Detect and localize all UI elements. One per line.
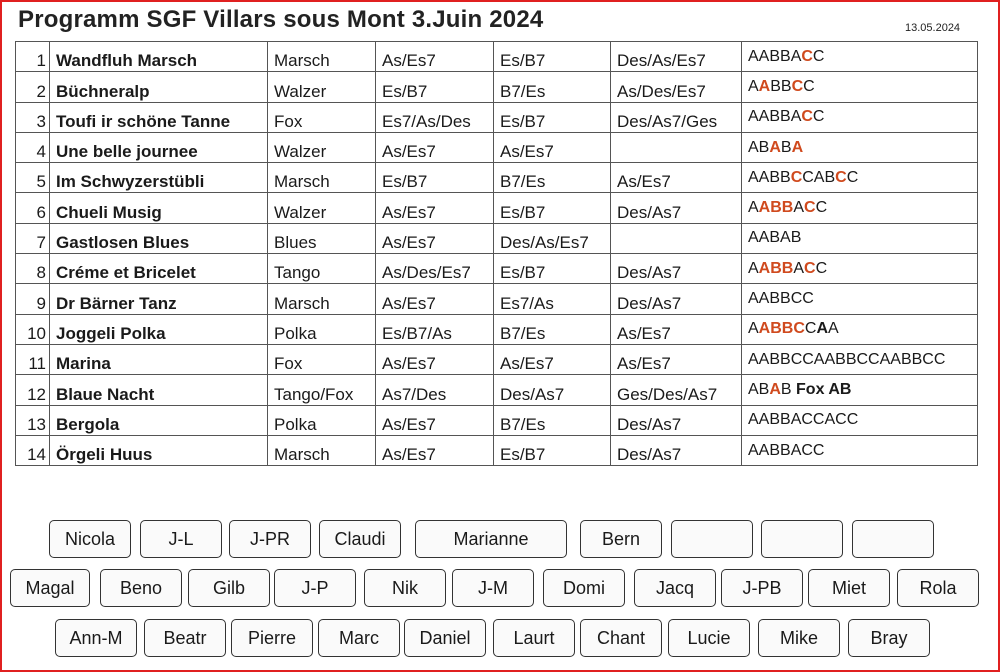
key-3: Des/As7: [611, 254, 742, 284]
piece-title: Gastlosen Blues: [50, 223, 268, 253]
row-number: 10: [16, 314, 50, 344]
form-segment: C: [812, 108, 825, 126]
table-row: [16, 132, 978, 162]
key-2: Es/B7: [494, 254, 611, 284]
row-number: 1: [16, 42, 50, 72]
form-segment: A: [793, 259, 805, 277]
key-1: As/Es7: [376, 223, 494, 253]
table-row: [16, 375, 978, 405]
key-1: Es/B7: [376, 163, 494, 193]
form-segment: A: [816, 320, 829, 338]
row-number: 13: [16, 405, 50, 435]
name-button-daniel[interactable]: Daniel: [404, 619, 486, 657]
name-button-domi[interactable]: Domi: [543, 569, 625, 607]
dance-type: Polka: [268, 314, 376, 344]
key-2: B7/Es: [494, 163, 611, 193]
row-number: 4: [16, 132, 50, 162]
form-segment: B: [780, 138, 792, 156]
form-segment: Fox AB: [796, 380, 852, 398]
form-segment: A: [793, 199, 805, 217]
form-segment: AABBCC: [748, 290, 814, 308]
row-number: 7: [16, 223, 50, 253]
key-1: As/Es7: [376, 132, 494, 162]
name-button-marc[interactable]: Marc: [318, 619, 400, 657]
table-row: [16, 314, 978, 344]
key-1: As/Es7: [376, 284, 494, 314]
form-segment: C: [815, 259, 828, 277]
key-1: As/Es7: [376, 42, 494, 72]
key-1: Es/B7/As: [376, 314, 494, 344]
key-2: Des/As/Es7: [494, 223, 611, 253]
name-button-ann-m[interactable]: Ann-M: [55, 619, 137, 657]
form-segment: AABBCCAABBCCAABBCC: [748, 350, 946, 368]
key-2: B7/Es: [494, 405, 611, 435]
name-button-miet[interactable]: Miet: [808, 569, 890, 607]
piece-title: Une belle journee: [50, 132, 268, 162]
dance-type: Blues: [268, 223, 376, 253]
table-row: [16, 102, 978, 132]
key-2: Es7/As: [494, 284, 611, 314]
name-button-marianne[interactable]: Marianne: [415, 520, 567, 558]
empty-name-button[interactable]: [671, 520, 753, 558]
table-row: [16, 435, 978, 465]
name-button-beno[interactable]: Beno: [100, 569, 182, 607]
name-button-bern[interactable]: Bern: [580, 520, 662, 558]
program-table: [15, 41, 978, 466]
table-row: [16, 42, 978, 72]
form-segment: C: [846, 168, 859, 186]
empty-name-button[interactable]: [852, 520, 934, 558]
key-3: [611, 223, 742, 253]
row-number: 3: [16, 102, 50, 132]
dance-type: Marsch: [268, 42, 376, 72]
form-segment: C: [835, 168, 847, 186]
form-segment: A: [758, 77, 771, 95]
name-button-j-pb[interactable]: J-PB: [721, 569, 803, 607]
form-sequence: [742, 405, 978, 435]
piece-title: Blaue Nacht: [50, 375, 268, 405]
form-segment: AABAB: [748, 229, 802, 247]
key-2: Des/As7: [494, 375, 611, 405]
key-3: Des/As7: [611, 435, 742, 465]
dance-type: Polka: [268, 405, 376, 435]
document-date: 13.05.2024: [905, 22, 961, 34]
form-segment: C: [791, 77, 804, 95]
form-segment: C: [790, 168, 803, 186]
form-sequence: [742, 102, 978, 132]
form-segment: AABBA: [748, 108, 802, 126]
form-segment: ABB: [758, 259, 794, 277]
dance-type: Walzer: [268, 132, 376, 162]
form-segment: ABBC: [758, 320, 805, 338]
row-number: 12: [16, 375, 50, 405]
form-segment: A: [791, 138, 804, 156]
piece-title: Örgeli Huus: [50, 435, 268, 465]
form-segment: C: [804, 259, 816, 277]
name-button-rola[interactable]: Rola: [897, 569, 979, 607]
name-button-chant[interactable]: Chant: [580, 619, 662, 657]
piece-title: Marina: [50, 344, 268, 374]
name-button-j-l[interactable]: J-L: [140, 520, 222, 558]
name-button-mike[interactable]: Mike: [758, 619, 840, 657]
form-sequence: [742, 284, 978, 314]
dance-type: Marsch: [268, 284, 376, 314]
dance-type: Walzer: [268, 72, 376, 102]
form-sequence: [742, 193, 978, 223]
form-segment: ABB: [758, 199, 794, 217]
form-sequence: [742, 42, 978, 72]
form-sequence: [742, 223, 978, 253]
key-3: As/Des/Es7: [611, 72, 742, 102]
key-2: Es/B7: [494, 42, 611, 72]
form-segment: C: [801, 108, 813, 126]
form-segment: AABBACC: [748, 441, 825, 459]
form-sequence: [742, 435, 978, 465]
key-2: As/Es7: [494, 344, 611, 374]
form-sequence: [742, 314, 978, 344]
name-button-claudi[interactable]: Claudi: [319, 520, 401, 558]
dance-type: Fox: [268, 344, 376, 374]
row-number: 9: [16, 284, 50, 314]
name-button-bray[interactable]: Bray: [848, 619, 930, 657]
row-number: 14: [16, 435, 50, 465]
table-row: [16, 72, 978, 102]
table-row: [16, 284, 978, 314]
key-2: Es/B7: [494, 435, 611, 465]
row-number: 2: [16, 72, 50, 102]
table-row: [16, 344, 978, 374]
key-1: As/Des/Es7: [376, 254, 494, 284]
form-sequence: [742, 375, 978, 405]
name-button-magal[interactable]: Magal: [10, 569, 90, 607]
piece-title: Im Schwyzerstübli: [50, 163, 268, 193]
key-2: B7/Es: [494, 72, 611, 102]
dance-type: Walzer: [268, 193, 376, 223]
dance-type: Marsch: [268, 163, 376, 193]
form-sequence: [742, 72, 978, 102]
key-1: As7/Des: [376, 375, 494, 405]
row-number: 8: [16, 254, 50, 284]
key-2: As/Es7: [494, 132, 611, 162]
form-segment: A: [748, 199, 759, 217]
key-3: Des/As/Es7: [611, 42, 742, 72]
form-segment: B: [780, 380, 797, 398]
form-segment: BB: [770, 77, 792, 95]
name-button-j-pr[interactable]: J-PR: [229, 520, 311, 558]
name-button-j-m[interactable]: J-M: [452, 569, 534, 607]
key-3: [611, 132, 742, 162]
table-row: [16, 254, 978, 284]
form-segment: A: [748, 259, 759, 277]
row-number: 5: [16, 163, 50, 193]
name-button-gilb[interactable]: Gilb: [188, 569, 270, 607]
form-segment: AB: [748, 380, 770, 398]
form-segment: C: [804, 199, 816, 217]
form-segment: C: [803, 77, 815, 95]
form-segment: A: [748, 320, 759, 338]
dance-type: Fox: [268, 102, 376, 132]
name-button-lucie[interactable]: Lucie: [668, 619, 750, 657]
key-2: Es/B7: [494, 102, 611, 132]
form-segment: AABB: [748, 168, 791, 186]
form-segment: AABBA: [748, 47, 802, 65]
name-button-nicola[interactable]: Nicola: [49, 520, 131, 558]
dance-type: Tango/Fox: [268, 375, 376, 405]
key-1: As/Es7: [376, 193, 494, 223]
key-3: Des/As7: [611, 284, 742, 314]
key-1: Es7/As/Des: [376, 102, 494, 132]
form-sequence: [742, 254, 978, 284]
form-segment: A: [769, 138, 781, 156]
piece-title: Büchneralp: [50, 72, 268, 102]
key-2: Es/B7: [494, 193, 611, 223]
table-row: [16, 405, 978, 435]
form-segment: C: [804, 320, 817, 338]
table-row: [16, 193, 978, 223]
form-segment: A: [828, 320, 839, 338]
form-sequence: [742, 163, 978, 193]
name-button-j-p[interactable]: J-P: [274, 569, 356, 607]
key-3: As/Es7: [611, 163, 742, 193]
table-row: [16, 163, 978, 193]
form-segment: AABBACCACC: [748, 411, 859, 429]
form-segment: C: [801, 47, 813, 65]
form-segment: A: [769, 380, 781, 398]
key-1: As/Es7: [376, 344, 494, 374]
dance-type: Tango: [268, 254, 376, 284]
table-row: [16, 223, 978, 253]
dance-type: Marsch: [268, 435, 376, 465]
key-1: As/Es7: [376, 435, 494, 465]
form-segment: C: [815, 199, 828, 217]
key-3: Des/As7: [611, 193, 742, 223]
piece-title: Bergola: [50, 405, 268, 435]
row-number: 11: [16, 344, 50, 374]
key-3: Des/As7/Ges: [611, 102, 742, 132]
row-number: 6: [16, 193, 50, 223]
form-segment: CAB: [802, 168, 836, 186]
key-1: As/Es7: [376, 405, 494, 435]
piece-title: Toufi ir schöne Tanne: [50, 102, 268, 132]
name-button-beatr[interactable]: Beatr: [144, 619, 226, 657]
empty-name-button[interactable]: [761, 520, 843, 558]
form-segment: AB: [748, 138, 770, 156]
name-button-jacq[interactable]: Jacq: [634, 569, 716, 607]
form-segment: C: [812, 47, 825, 65]
key-2: B7/Es: [494, 314, 611, 344]
piece-title: Wandfluh Marsch: [50, 42, 268, 72]
piece-title: Dr Bärner Tanz: [50, 284, 268, 314]
form-segment: A: [748, 77, 759, 95]
name-button-laurt[interactable]: Laurt: [493, 619, 575, 657]
key-1: Es/B7: [376, 72, 494, 102]
key-3: Des/As7: [611, 405, 742, 435]
name-button-pierre[interactable]: Pierre: [231, 619, 313, 657]
piece-title: Chueli Musig: [50, 193, 268, 223]
form-sequence: [742, 344, 978, 374]
piece-title: Joggeli Polka: [50, 314, 268, 344]
page-title: Programm SGF Villars sous Mont 3.Juin 2024: [18, 6, 544, 33]
key-3: Ges/Des/As7: [611, 375, 742, 405]
key-3: As/Es7: [611, 344, 742, 374]
key-3: As/Es7: [611, 314, 742, 344]
piece-title: Créme et Bricelet: [50, 254, 268, 284]
name-button-nik[interactable]: Nik: [364, 569, 446, 607]
form-sequence: [742, 132, 978, 162]
